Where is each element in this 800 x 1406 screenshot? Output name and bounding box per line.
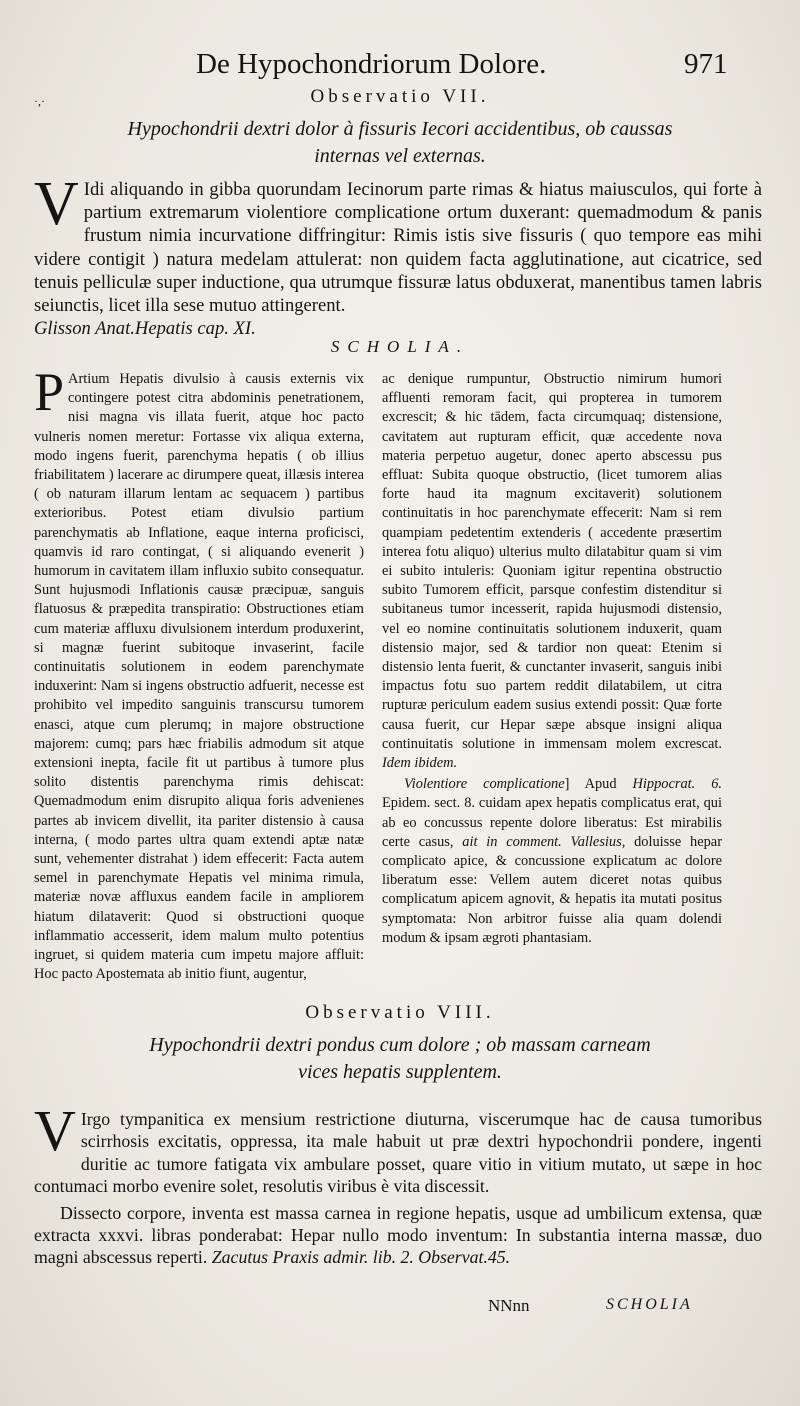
scholia-right-column — [382, 370, 722, 948]
scholia-drop-cap: P — [34, 362, 65, 422]
note-lemma: Violentiore complicatione — [404, 776, 565, 793]
observation-7-body: Idi aliquando in gibba quorundam Iecinorum parte rimas & hiatus maiusculos, qui forte à partium extremarum violentiore complicatione ortum duxerant: quemadmodum & panis frustum nimia incurvatione diffringitur: Rimis istis sive fissuris ( quo tempore eas mihi videre contigit ) natura medelam attulerat: non quidem facta agglutinatione, aut cicatrice, sed tenuis pelliculæ super inductione, qua utrumque fissuræ latus obduxerat, manentibus tamen labris seiunctis, licet illa sese mutuo attingerent. — [34, 179, 762, 317]
observation-8-body2: Dissecto corpore, inventa est massa carnea in regione hepatis, usque ad umbilicum extensa, quæ extracta xxxvi. libras ponderabat: Hepar nullo modo inventum: In substantia interna massæ, duo magni abscessus reperti. — [34, 1202, 762, 1268]
observation-8-heading: Observatio VIII. — [305, 1002, 495, 1023]
note-text-c: doluisse hepar complicato apice, & concussione explicatum ac dolore liberatum esse: Vellem autem diceret notas quibus complicatum apicem agnovit, & hepatis ita mutati positus symptomata: Non arbitror fuisse alia quam dolendi modum & ipsam ægroti phantasiam. — [382, 833, 722, 946]
observation-8-paragraph-2 — [34, 1202, 762, 1269]
scholia-note — [382, 775, 722, 948]
scholia-left-text: Artium Hepatis divulsio à causis externis vix contingere potest citra abdominis penetrationem, nisi magna vis illata fuerit, atque hoc pacto vulneris nomen meretur: Fortasse vix aliqua externa, modo ingens fuerit, parenchyma hepatis ( ob illius friabilitatem ) lacerare ac dirumpere queat, illæsis interea ( ob naturam illarum lentam ac sequacem ) partibus exterioribus. Potest etiam divulsio partium parenchymatis ab Inflatione, eaque interna proficisci, quamvis id raro contingat, ( si aliquando evenerit ) humorum in cavitatem illam influxio subito consequatur. Sunt hujusmodi Inflationis causæ præcipuæ, sanguis flatuosus & præpedita transpiratio: Obstructiones etiam cum materiæ affluxu divulsionem interdum produxerint, si magnæ fuerint subitoque invaserint, facile continuitatis solutionem in eodem parenchymate induxerint: Nam si ingens obstructio adfuerit, necesse est prohibito vel impedito sanguinis transcursu tumorem enasci, atque cum plerumq; in majore obstructione majorem: cumq; pars hæc friabilis admodum sit atque extensioni inepta, facile fit ut partibus à tumore plus solito distentis parenchyma rimis dehiscat: Quemadmodum enim disrupito aliqua foris advenienes partes ab invicem divellit, ita pariter distensio à causa interna, ( modo partes ultra quam extendi aptæ natæ sunt, vehementer distrahat ) idem effecerit: Facta autem semel in parenchymate Hepatis vel minima rimula, materiæ novæ affluxus eandem facile in ampliorem hiatum dilataverit: Quod si obstructioni quoque inflammatio accesserit, idem malum multo potentius ingruet, si quidem materia cum impetu majore affluit: Hoc pacto Apostemata ab initio fiunt, augentur, — [34, 371, 364, 983]
drop-cap: V — [34, 170, 79, 238]
observation-8-subtitle-line2: vices hepatis supplentem. — [298, 1061, 502, 1083]
note-inline-citation: ait in comment. — [462, 833, 562, 850]
note-name: Vallesius, — [570, 833, 626, 850]
observation-7-heading: Observatio VII. — [310, 86, 490, 107]
running-title: De Hypochondriorum Dolore. — [196, 48, 547, 80]
header-ornament: ·,· — [34, 94, 45, 108]
observation-8-text — [34, 1098, 762, 1269]
scholia-right-text: ac denique rumpuntur, Obstructio nimirum humori affluenti remoram facit, qui propterea in tumorem excrescit; & hic tādem, facta circumquaq; distensione, cavitatem aut rupturam efficit, quæ accedente nova materia perpetuo augetur, donec aperto abscessu pus effluat: Subita quoque obstructio, (licet tumorem alias forte haud ita magnum excitaverit) solutionem continuitatis in hoc parenchymate effecerit: Nam si rem quampiam pedetentim extenderis ( accedente præsertim interea fotu aliquo) ulterius multo dilatabitur quam si vim ei subito intuleris: Quoniam igitur repentina obstructio subito Tumorem efficit, parsque confestim distenditur si subitaneus tumor incesserit, rapida hujusmodi distensio, vel eo nomine continuitatis solutionem induxerit, quam distensio major, sed & tardior non queat: Etenim si distensio lenta fuerit, & cunctanter invaserit, sanguis inibi impactus fotu suo partem reddit dilatabilem, ut citra rupturæ periculum eadem susius extendi possit: Quæ forte causa fuerit, cur Hepar sæpe absque insigni aliqua continuitatis solutione in immensam molem excrescat. — [382, 371, 722, 752]
note-text-a: ] Apud — [564, 776, 617, 793]
observation-7-subtitle-line1: Hypochondrii dextri dolor à fissuris Iecori accidentibus, ob caussas — [127, 118, 673, 140]
catchword: SCHOLIA — [606, 1296, 693, 1313]
observation-7-reference: Glisson Anat.Hepatis cap. XI. — [34, 318, 256, 340]
note-text-b: Epidem. sect. 8. cuidam apex hepatis complicatus erat, qui ab eo concussus repente dolore liberatus: Est mirabilis certe casus, — [382, 795, 722, 850]
page-number: 971 — [684, 48, 728, 80]
scholia-right-citation: Idem ibidem. — [382, 755, 458, 772]
scholia-left-column — [34, 362, 364, 985]
observation-8-body: Irgo tympanitica ex mensium restrictione diuturna, viscerumque hac de causa tumoribus scirrhosis excitatis, oppressa, ita male habuit ut præ dextri hypochondrii pondere, ingenti duritie ac tumore fatigata vix ambulare posset, quare vitio in vitium mutato, ut sæpe in hoc contumaci morbo evenire solet, resolutis viribus è vita discessit. — [34, 1109, 762, 1197]
drop-cap: V — [34, 1098, 76, 1163]
signature-mark: NNnn — [488, 1296, 530, 1315]
note-author: Hippocrat. 6. — [632, 776, 722, 793]
scholia-heading: SCHOLIA. — [330, 337, 470, 356]
observation-7-text — [34, 170, 762, 340]
observation-8-reference: Zacutus Praxis admir. lib. 2. Observat.45. — [211, 1247, 511, 1268]
observation-7-subtitle-line2: internas vel externas. — [314, 145, 486, 167]
observation-8-subtitle-line1: Hypochondrii dextri pondus cum dolore ; ob massam carneam — [149, 1034, 651, 1056]
